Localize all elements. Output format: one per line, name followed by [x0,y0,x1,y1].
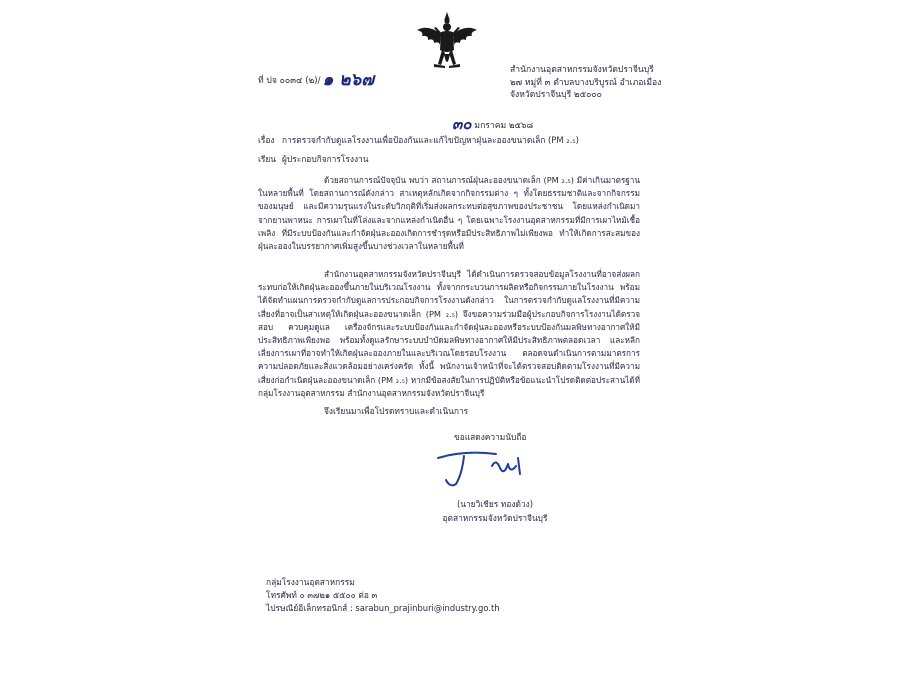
document-number-label: ที่ ปจ ๐๐๓๔ (๒)/ [258,76,321,86]
body-paragraph-1: ด้วยสถานการณ์ปัจจุบัน พบว่า สถานการณ์ฝุ่นละอองขนาดเล็ก (PM ₂.₅) มีค่าเกินมาตรฐานในหลายพื้นที่ โดยสถานการณ์ดังกล่าว สาเหตุหลักเกิดจากกิจกรรมต่าง ๆ ทั้งโดยธรรมชาติและจากกิจกรรมของมนุษย์ และมีความรุนแรงในระดับวิกฤติที่เริ่มส่งผลกระทบต่อสุขภาพของประชาชน โดยแหล่งกำเนิดมาจากยานพาหนะ การเผาในที่โล่งและจากแหล่งกำเนิดอื่น ๆ โดยเฉพาะโรงงานอุตสาหกรรมที่มีการเผาไหม้เชื้อเพลิง ที่มีระบบป้องกันและกำจัดฝุ่นละอองเกิดการชำรุดหรือมีประสิทธิภาพไม่เพียงพอ ทำให้เกิดการสะสมของฝุ่นละอองในบรรยากาศเพิ่มสูงขึ้นบางช่วงเวลาในหลายพื้นที่ [258,175,640,252]
document-number-handwritten: ๑ ๒๖๗ [322,70,374,90]
date-month-year: มกราคม ๒๕๖๘ [474,121,534,131]
salutation-text: ผู้ประกอบกิจการโรงงาน [282,154,369,164]
subject-line [258,133,579,147]
office-line-1: สำนักงานอุตสาหกรรมจังหวัดปราจีนบุรี [510,65,654,75]
office-line-3: จังหวัดปราจีนบุรี ๒๕๐๐๐ [510,90,602,100]
footer-department: กลุ่มโรงงานอุตสาหกรรม [266,577,355,587]
body-paragraph-2: สำนักงานอุตสาหกรรมจังหวัดปราจีนบุรี ได้ดำเนินการตรวจสอบข้อมูลโรงงานที่อาจส่งผลกระทบก่อให้เกิดฝุ่นละอองขึ้นภายในบริเวณโรงงาน ทั้งจากกระบวนการผลิตหรือกิจกรรมภายในโรงงาน พร้อมได้จัดทำแผนการตรวจกำกับดูแลการประกอบกิจการโรงงานดังกล่าว ในการตรวจกำกับดูแลโรงงานที่มีความเสี่ยงที่อาจเป็นสาเหตุให้เกิดฝุ่นละอองขนาดเล็ก (PM ₂.₅) จึงขอความร่วมมือผู้ประกอบกิจการโรงงานได้ตรวจสอบ ควบคุมดูแล เครื่องจักรและระบบป้องกันและกำจัดฝุ่นละอองหรือระบบป้องกันมลพิษทางอากาศให้มีประสิทธิภาพเพียงพอ พร้อมทั้งดูแลรักษาระบบบำบัดมลพิษทางอากาศให้มีประสิทธิภาพตลอดเวลา และหลีกเลี่ยงการเผาที่อาจทำให้เกิดฝุ่นละอองภายในและบริเวณโดยรอบโรงงาน ตลอดจนดำเนินการตามมาตรการความปลอดภัยและสิ่งแวดล้อมอย่างเคร่งครัด ทั้งนี้ พนักงานเจ้าหน้าที่จะได้ตรวจสอบติดตามโรงงานที่มีความเสี่ยงก่อกำเนิดฝุ่นละอองขนาดเล็ก (PM ₂.₅) หากมีข้อสงสัยในการปฏิบัติหรือข้อแนะนำโปรดติดต่อประสานได้ที่ กลุ่มโรงงานอุตสาหกรรม สำนักงานอุตสาหกรรมจังหวัดปราจีนบุรี [258,269,640,398]
contact-footer [266,576,500,615]
office-line-2: ๒๗ หมู่ที่ ๓ ตำบลบางบริบูรณ์ อำเภอเมือง [510,77,662,88]
salutation-line [258,152,369,166]
date-day-handwritten: ๓๐ [452,115,472,133]
salutation-label: เรียน [258,154,276,164]
document-number [258,66,374,93]
sender-office-address [510,64,690,102]
subject-label: เรื่อง [258,135,275,145]
footer-phone: โทรศัพท์ ๐ ๓๗๒๑ ๕๕๐๐ ต่อ ๓ [266,590,378,600]
closing-request: จึงเรียนมาเพื่อโปรดทราบและดำเนินการ [324,406,469,416]
footer-email: ไปรษณีย์อิเล็กทรอนิกส์ : sarabun_prajinburi@industry.go.th [266,603,500,613]
garuda-emblem-icon [414,10,480,72]
signer-title: อุตสาหกรรมจังหวัดปราจีนบุรี [442,513,548,523]
subject-text: การตรวจกำกับดูแลโรงงานเพื่อป้องกันและแก้ไขปัญหาฝุ่นละอองขนาดเล็ก (PM ₂.₅) [282,135,579,145]
handwritten-signature [434,444,544,494]
signer-block [420,497,570,525]
closing-salutation: ขอแสดงความนับถือ [454,432,527,442]
signer-name: (นายวิเชียร ทองด้วง) [456,499,534,509]
